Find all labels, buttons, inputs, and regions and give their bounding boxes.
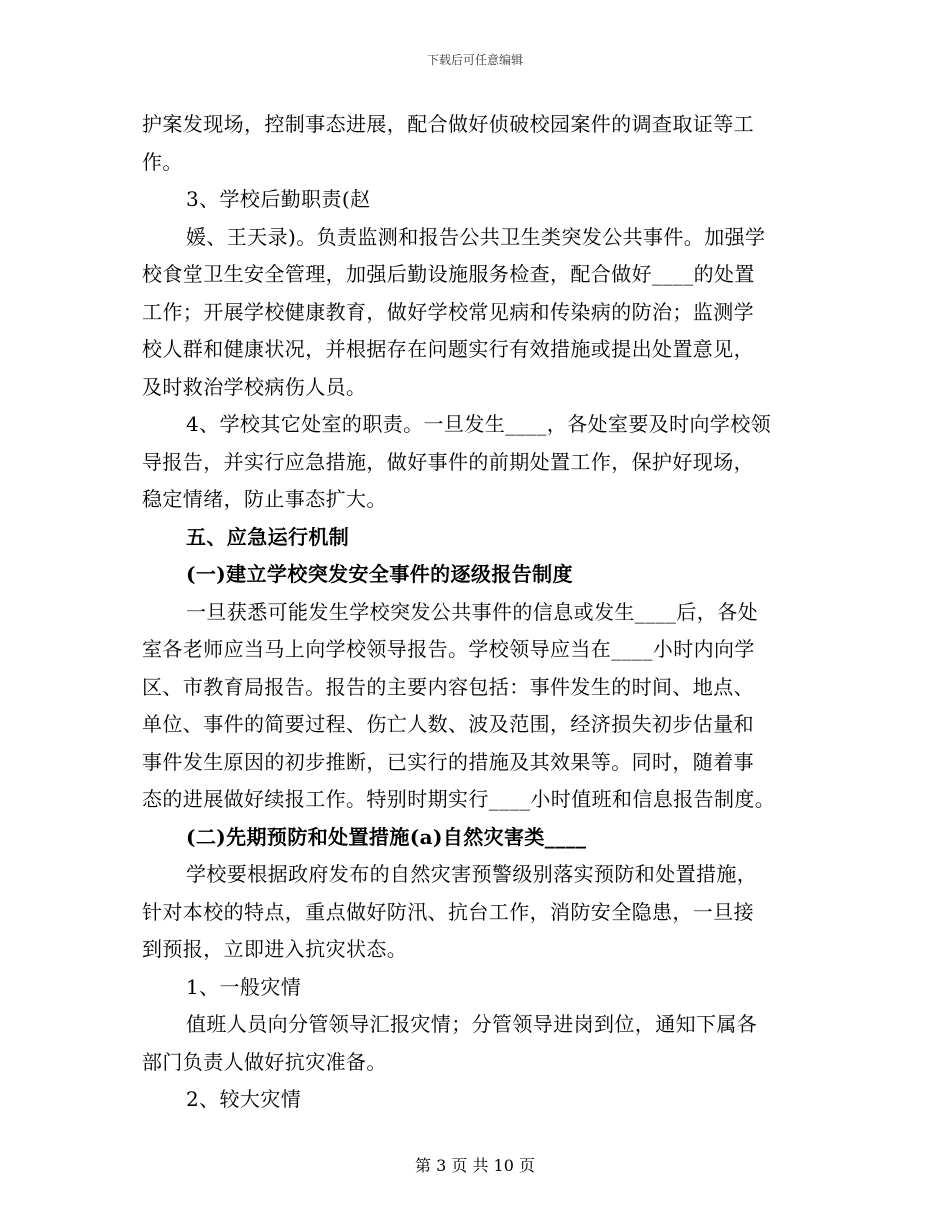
body-line: 稳定情绪，防止事态扩大。: [142, 487, 387, 511]
body-line: 针对本校的特点，重点做好防汛、抗台工作，消防安全隐患，一旦接: [142, 899, 754, 924]
body-line: 单位、事件的简要过程、伤亡人数、波及范围，经济损失初步估量和: [142, 712, 754, 736]
body-line: 校食堂卫生安全管理，加强后勤设施服务检查，配合做好____的处置: [142, 262, 755, 286]
section-heading-5: 五、应急运行机制: [186, 524, 350, 549]
body-line: 一旦获悉可能发生学校突发公共事件的信息或发生____后，各处: [186, 599, 758, 624]
list-item-1: 1、一般灾情: [186, 974, 302, 999]
body-line: 值班人员向分管领导汇报灾情；分管领导进岗到位，通知下属各: [186, 1012, 758, 1036]
body-line: 校人群和健康状况，并根据存在问题实行有效措施或提出处置意见，: [142, 337, 754, 361]
subsection-heading-1: (一)建立学校突发安全事件的逐级报告制度: [186, 562, 573, 586]
body-line: 事件发生原因的初步推断，已实行的措施及其效果等。同时，随着事: [142, 749, 754, 774]
list-item-2: 2、较大灾情: [186, 1087, 302, 1111]
page-number: 第 3 页 共 10 页: [415, 1156, 535, 1175]
body-line: 导报告，并实行应急措施，做好事件的前期处置工作，保护好现场，: [142, 449, 754, 474]
body-line: 及时救治学校病伤人员。: [142, 374, 367, 399]
body-line: 护案发现场，控制事态进展，配合做好侦破校园案件的调查取证等工: [142, 112, 754, 136]
body-line: 作。: [142, 149, 183, 174]
body-line: 部门负责人做好抗灾准备。: [142, 1049, 387, 1074]
subsection-heading-2: (二)先期预防和处置措施(a)自然灾害类____: [186, 824, 587, 849]
body-line: 态的进展做好续报工作。特别时期实行____小时值班和信息报告制度。: [142, 787, 776, 811]
body-line: 媛、王天录)。负责监测和报告公共卫生类突发公共事件。加强学: [186, 224, 766, 249]
section-item-4: 4、学校其它处室的职责。一旦发生____，各处室要及时向学校领: [186, 412, 772, 436]
body-line: 室各老师应当马上向学校领导报告。学校领导应当在____小时内向学: [142, 637, 755, 661]
page-header-note: 下载后可任意编辑: [426, 53, 523, 67]
body-line: 到预报，立即进入抗灾状态。: [142, 937, 408, 961]
body-line: 学校要根据政府发布的自然灾害预警级别落实预防和处置措施，: [186, 862, 758, 886]
body-line: 工作；开展学校健康教育，做好学校常见病和传染病的防治；监测学: [142, 299, 754, 324]
document-body: [142, 106, 808, 1119]
body-line: 区、市教育局报告。报告的主要内容包括：事件发生的时间、地点、: [142, 674, 754, 699]
section-item-3: 3、学校后勤职责(赵: [186, 187, 371, 211]
